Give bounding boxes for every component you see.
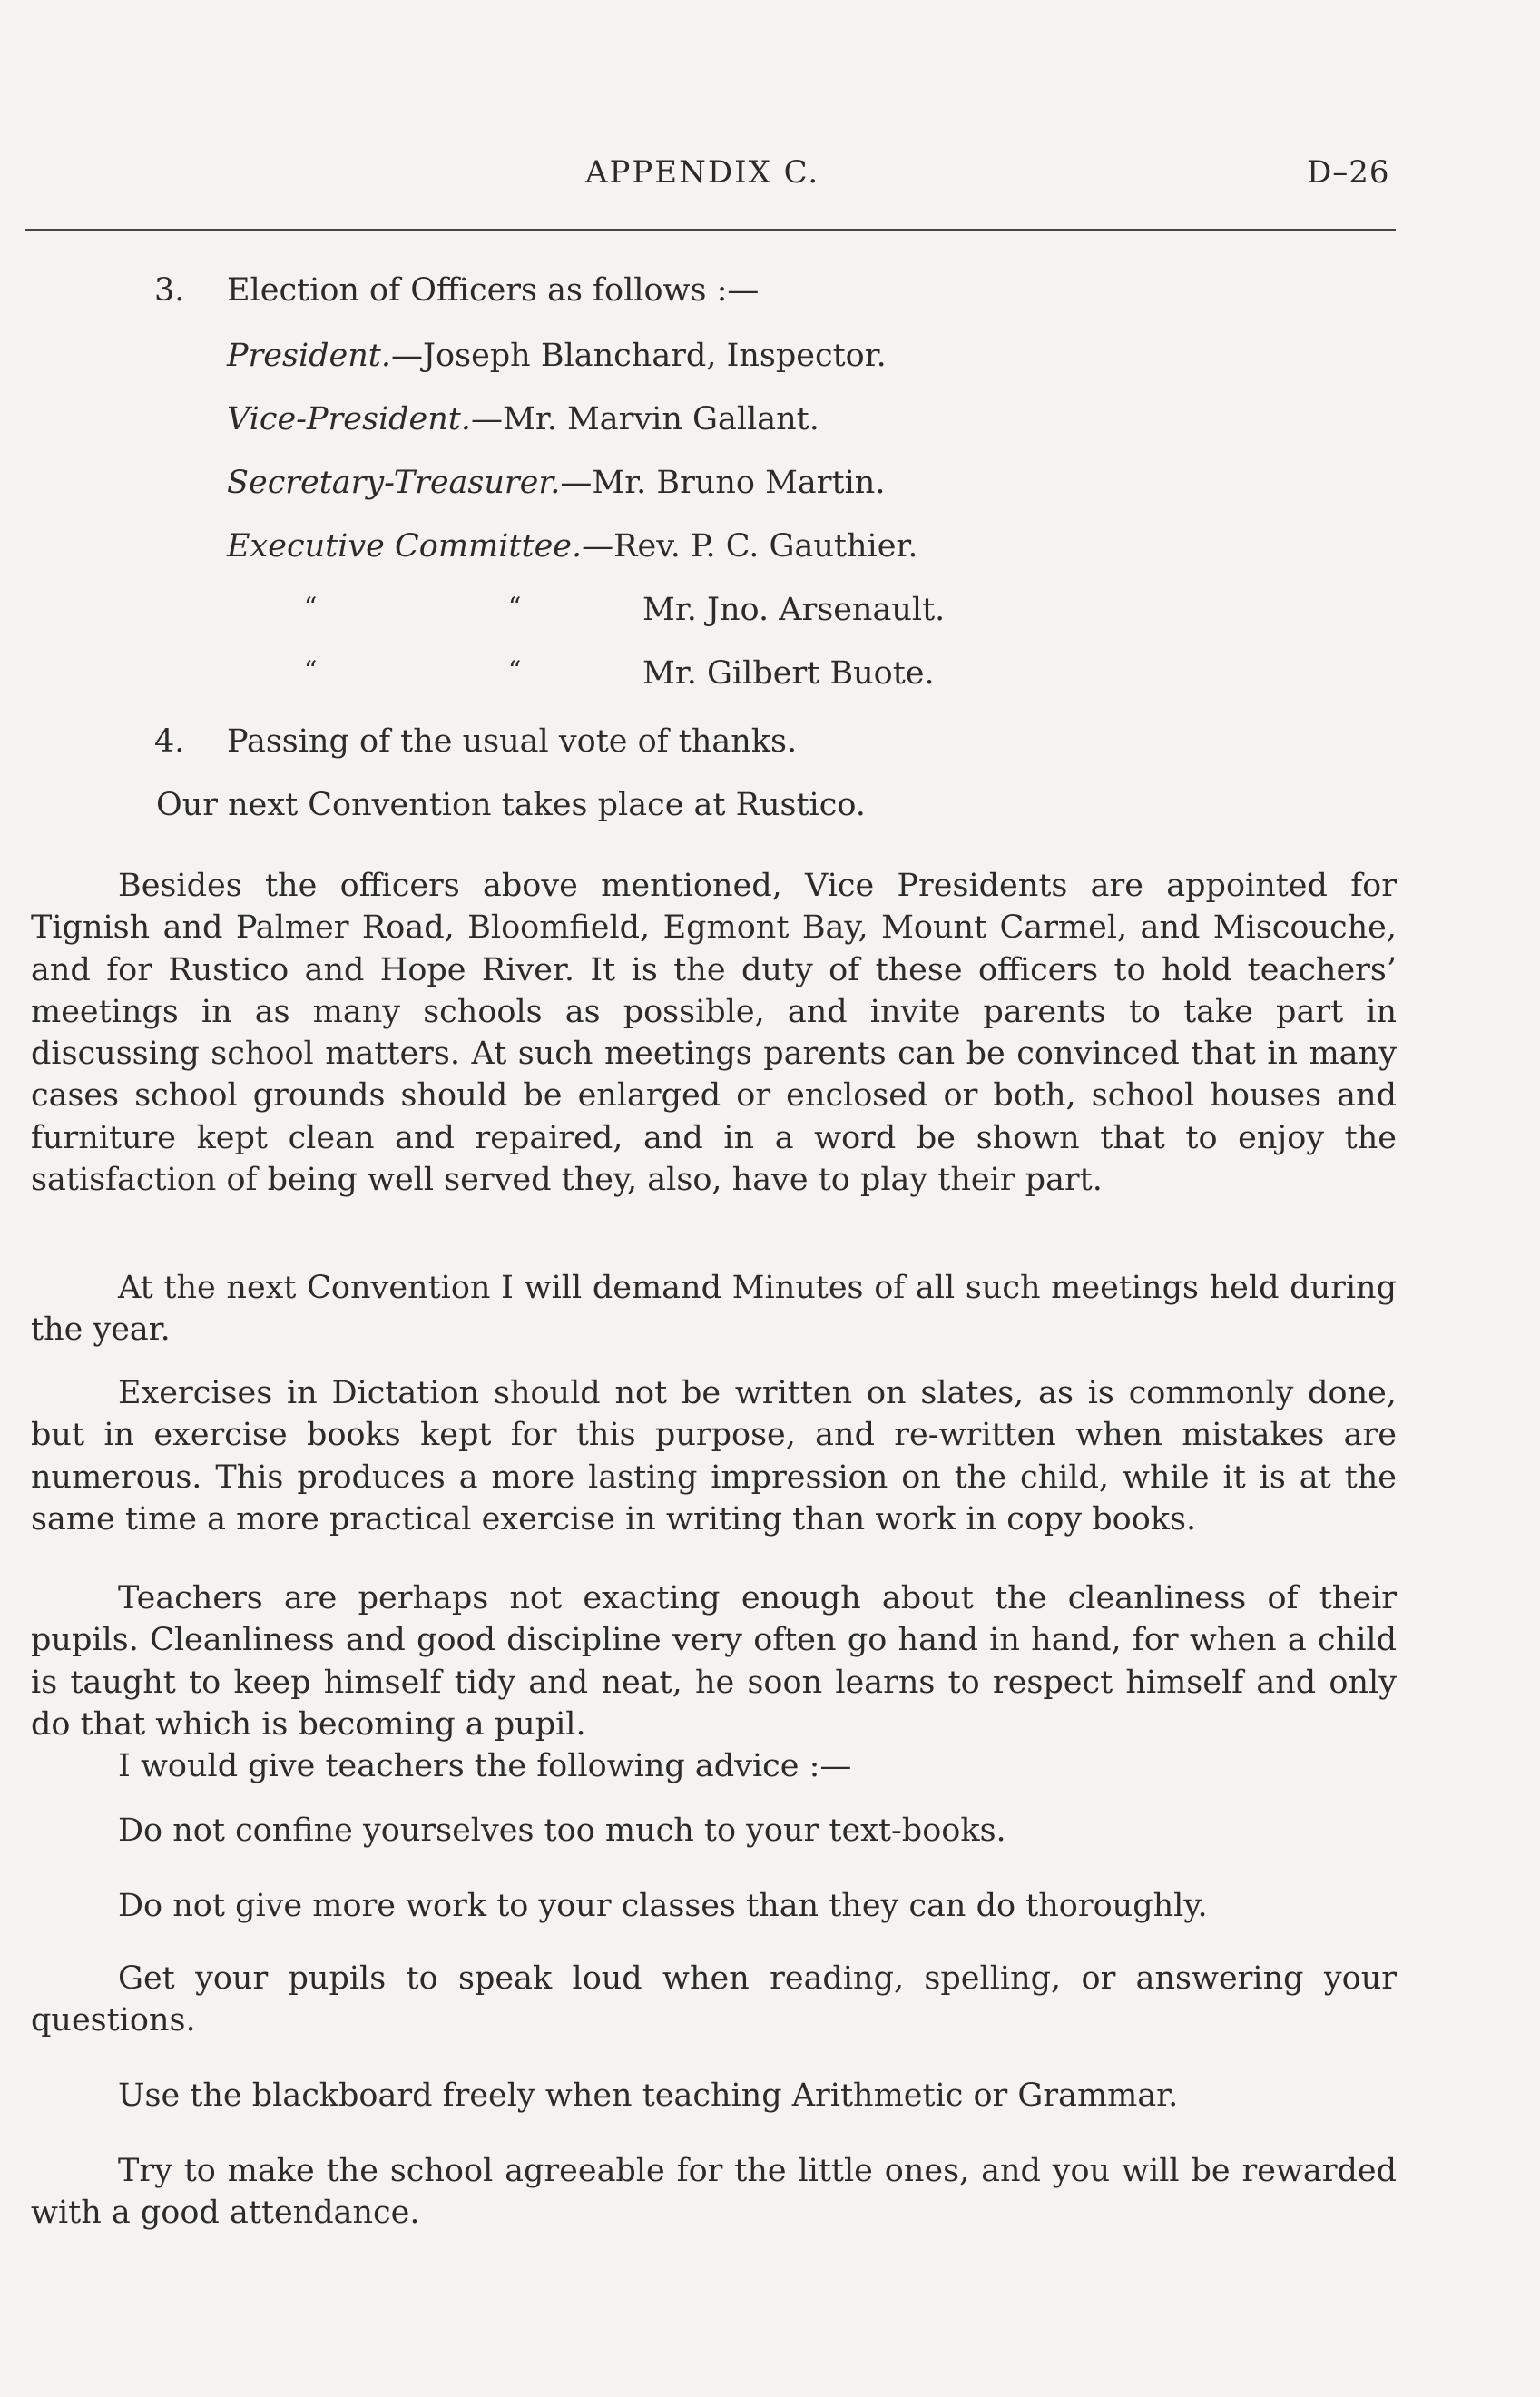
next-convention-line: Our next Convention takes place at Rustico. <box>156 787 866 823</box>
paragraph-vice-presidents: Besides the officers above mentioned, Vice Presidents are appointed for Tignish and Palmer Road, Bloomfield, Egmont Bay, Mount Carmel, and Miscouche, and for Rustico and Hope River. It is the duty of these officers to hold teachers’ meetings in as many schools as possible, and invite parents to take part in discussing school matters. At such meetings parents can be convinced that in many cases school grounds should be enlarged or enclosed or both, school houses and furniture kept clean and repaired, and in a word be shown that to enjoy the satisfaction of being well served they, also, have to play their part. <box>31 868 1397 1199</box>
advice-item: Do not confine yourselves too much to your text-books. <box>118 1812 1006 1849</box>
office-title: President. <box>227 338 391 374</box>
ditto-mark: “ <box>508 655 522 685</box>
office-title: Secretary-Treasurer. <box>227 465 561 501</box>
header-rule <box>25 229 1396 231</box>
officer-name: —Joseph Blanchard, Inspector. <box>391 338 887 374</box>
officer-line-vice-president <box>227 401 819 437</box>
officer-name: —Mr. Marvin Gallant. <box>471 401 819 437</box>
officer-line-executive-committee <box>227 528 917 565</box>
committee-line <box>0 655 998 701</box>
list-item-number: 4. <box>154 723 185 760</box>
ditto-mark: “ <box>304 655 318 685</box>
office-title: Vice-President. <box>227 401 471 437</box>
committee-line <box>0 592 998 637</box>
page-title: APPENDIX C. <box>585 154 820 191</box>
paragraph-cleanliness: Teachers are perhaps not exacting enough about the cleanliness of their pupils. Cleanliness and good discipline very often go hand in hand, for when a child is taught to keep himself tidy and neat, he soon learns to respect himself and only do that which is becoming a pupil. <box>31 1580 1397 1743</box>
paragraph-minutes: At the next Convention I will demand Minutes of all such meetings held during the year. <box>31 1270 1397 1349</box>
officer-line-president <box>227 338 887 374</box>
office-title: Executive Committee. <box>227 528 583 565</box>
running-head <box>0 154 1540 200</box>
advice-item: Do not give more work to your classes than they can do thoroughly. <box>118 1888 1208 1924</box>
list-item-number: 3. <box>154 272 185 309</box>
officer-line-secretary-treasurer <box>227 465 885 501</box>
list-item-text: Passing of the usual vote of thanks. <box>227 723 798 760</box>
advice-item: Try to make the school agreeable for the little ones, and you will be rewarded with a good attendance. <box>31 2153 1397 2232</box>
list-item-text: Election of Officers as follows :— <box>227 272 760 309</box>
advice-item: Use the blackboard freely when teaching Arithmetic or Grammar. <box>118 2078 1179 2114</box>
committee-member: Mr. Jno. Arsenault. <box>642 592 946 628</box>
paragraph-dictation: Exercises in Dictation should not be written on slates, as is commonly done, but in exercise books kept for this purpose, and re-written when mistakes are numerous. This produces a more lasting impression on the child, while it is at the same time a more practical exercise in writing than work in copy books. <box>31 1375 1397 1537</box>
ditto-mark: “ <box>304 592 318 622</box>
officer-name: —Rev. P. C. Gauthier. <box>582 528 918 565</box>
officer-name: —Mr. Bruno Martin. <box>560 465 886 501</box>
ditto-mark: “ <box>508 592 522 622</box>
committee-member: Mr. Gilbert Buote. <box>642 655 935 692</box>
page-number: D–26 <box>1307 154 1390 191</box>
paragraph-advice-intro: I would give teachers the following advice :— <box>118 1748 852 1784</box>
advice-item: Get your pupils to speak loud when reading, spelling, or answering your questions. <box>31 1960 1397 2039</box>
